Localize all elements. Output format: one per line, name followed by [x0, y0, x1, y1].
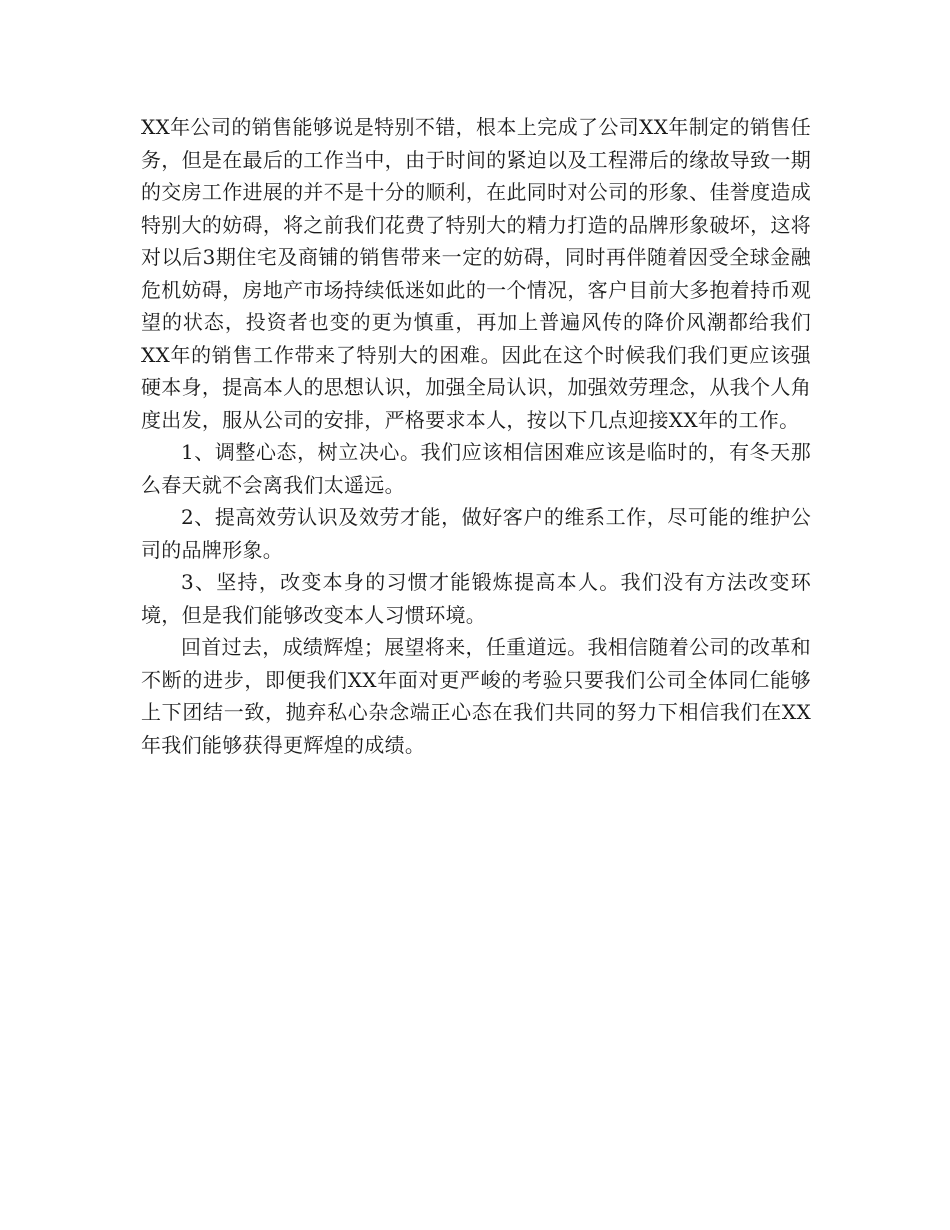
- paragraph-point-1: 1、调整心态，树立决心。我们应该相信困难应该是临时的，有冬天那么春天就不会离我们太遥远。: [141, 440, 811, 497]
- paragraph-intro: XX年公司的销售能够说是特别不错，根本上完成了公司XX年制定的销售任务，但是在最后的工作当中，由于时间的紧迫以及工程滞后的缘故导致一期的交房工作进展的并不是十分的顺利，在此同时对公司的形象、佳誉度造成特别大的妨碍，将之前我们花费了特别大的精力打造的品牌形象破坏，这将对以后3期住宅及商铺的销售带来一定的妨碍，同时再伴随着因受全球金融危机妨碍，房地产市场持续低迷如此的一个情况，客户目前大多抱着持币观望的状态，投资者也变的更为慎重，再加上普遍风传的降价风潮都给我们XX年的销售工作带来了特别大的困难。因此在这个时候我们我们更应该强硬本身，提高本人的思想认识，加强全局认识，加强效劳理念，从我个人角度出发，服从公司的安排，严格要求本人，按以下几点迎接XX年的工作。: [141, 115, 811, 432]
- paragraph-point-2: 2、提高效劳认识及效劳才能，做好客户的维系工作，尽可能的维护公司的品牌形象。: [141, 505, 811, 562]
- paragraph-point-3: 3、坚持，改变本身的习惯才能锻炼提高本人。我们没有方法改变环境，但是我们能够改变本人习惯环境。: [141, 570, 811, 627]
- document-body: [141, 111, 811, 761]
- paragraph-conclusion: 回首过去，成绩辉煌；展望将来，任重道远。我相信随着公司的改革和不断的进步，即便我们XX年面对更严峻的考验只要我们公司全体同仁能够上下团结一致，抛弃私心杂念端正心态在我们共同的努力下相信我们在XX年我们能够获得更辉煌的成绩。: [141, 635, 811, 757]
